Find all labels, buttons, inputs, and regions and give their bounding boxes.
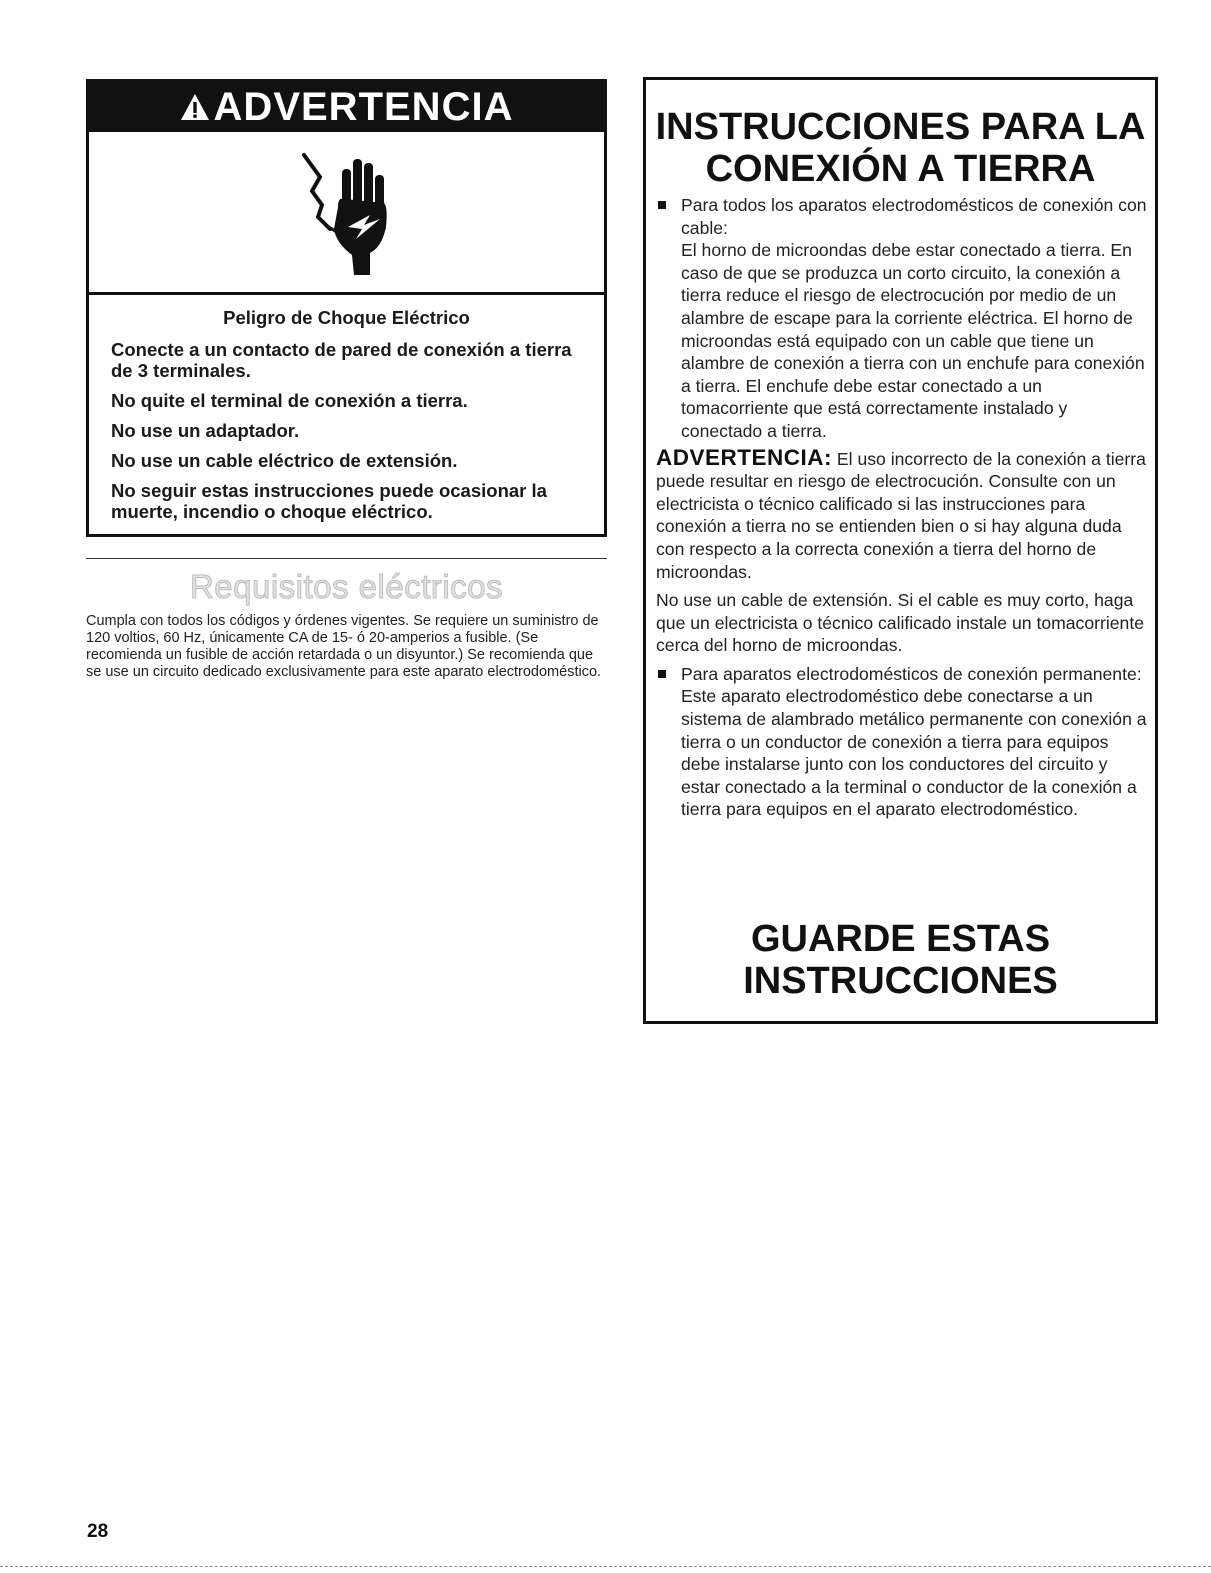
warning-line: No use un cable eléctrico de extensión. [111, 450, 458, 471]
save-instructions-heading: GUARDE ESTAS INSTRUCCIONES [743, 918, 1058, 1002]
page-bottom-edge [0, 1566, 1211, 1567]
bullet-heading: Para todos los aparatos electrodomésticos de conexión con cable: [681, 195, 1147, 238]
warning-header [89, 82, 604, 132]
warning-line: No use un adaptador. [111, 420, 300, 441]
page-number: 28 [87, 1521, 109, 1542]
warning-graphic [89, 132, 604, 295]
warning-triangle-icon [180, 92, 210, 122]
bullet-icon [658, 670, 666, 678]
grounding-warning [656, 444, 1151, 584]
bullet-heading: Para aparatos electrodomésticos de conexión permanente: [681, 663, 1142, 684]
warning-line: No quite el terminal de conexión a tierra. [111, 390, 468, 411]
shock-hazard-hand-icon [272, 147, 422, 277]
section-divider [86, 558, 607, 559]
warning-text: El uso incorrecto de la conexión a tierra puede resultar en riesgo de electrocución. Consulte con un electricista o técnico calificado si las instrucciones para conexión a tierra no se entienden bien o si hay alguna duda con respecto a la correcta conexión a tierra del horno de microondas. [656, 448, 1146, 582]
grounding-title: INSTRUCCIONES PARA LA CONEXIÓN A TIERRA [655, 106, 1146, 190]
extension-cord-note: No use un cable de extensión. Si el cable es muy corto, haga que un electricista o técnico calificado instale un tomacorriente cerca del horno de microondas. [656, 590, 1145, 656]
warning-subtitle: Peligro de Choque Eléctrico [223, 307, 470, 328]
bullet-body: Este aparato electrodoméstico debe conectarse a un sistema de alambrado metálico permanente con conexión a tierra o un conductor de conexión a tierra para equipos debe instalarse junto con los conductores del circuito y estar conectado a la terminal o conductor de la conexión a tierra para equipos en el aparato electrodoméstico. [681, 686, 1147, 820]
bullet-body: El horno de microondas debe estar conectado a tierra. En caso de que se produzca un corto circuito, la conexión a tierra reduce el riesgo de electrocución por medio de un alambre de escape para la corriente eléctrica. El horno de microondas está equipado con un cable que tiene un alambre de conexión a tierra con un enchufe para conexión a tierra. El enchufe debe estar conectado a un tomacorriente que está correctamente instalado y conectado a tierra. [681, 240, 1145, 441]
warning-line: Conecte a un contacto de pared de conexión a tierra de 3 terminales. [111, 339, 572, 381]
grounding-content [656, 194, 1151, 821]
list-item [656, 663, 1151, 821]
warning-line: No seguir estas instrucciones puede ocasionar la muerte, incendio o choque eléctrico. [111, 480, 547, 522]
list-item [656, 194, 1151, 443]
requirements-body: Cumpla con todos los códigos y órdenes vigentes. Se requiere un suministro de 120 voltios, 60 Hz, únicamente CA de 15- ó 20-amperios a fusible. (Se recomienda un fusible de acción retardada o un disyuntor.) Se recomienda que se use un circuito dedicado exclusivamente para este aparato electrodoméstico. [86, 613, 602, 680]
warning-box [86, 79, 607, 537]
grounding-instructions-box [643, 77, 1158, 1024]
warning-body [89, 295, 604, 522]
bullet-icon [658, 201, 666, 209]
warning-title: ADVERTENCIA [213, 85, 514, 129]
warning-label: ADVERTENCIA: [656, 444, 833, 470]
requirements-title: Requisitos eléctricos [189, 568, 504, 605]
